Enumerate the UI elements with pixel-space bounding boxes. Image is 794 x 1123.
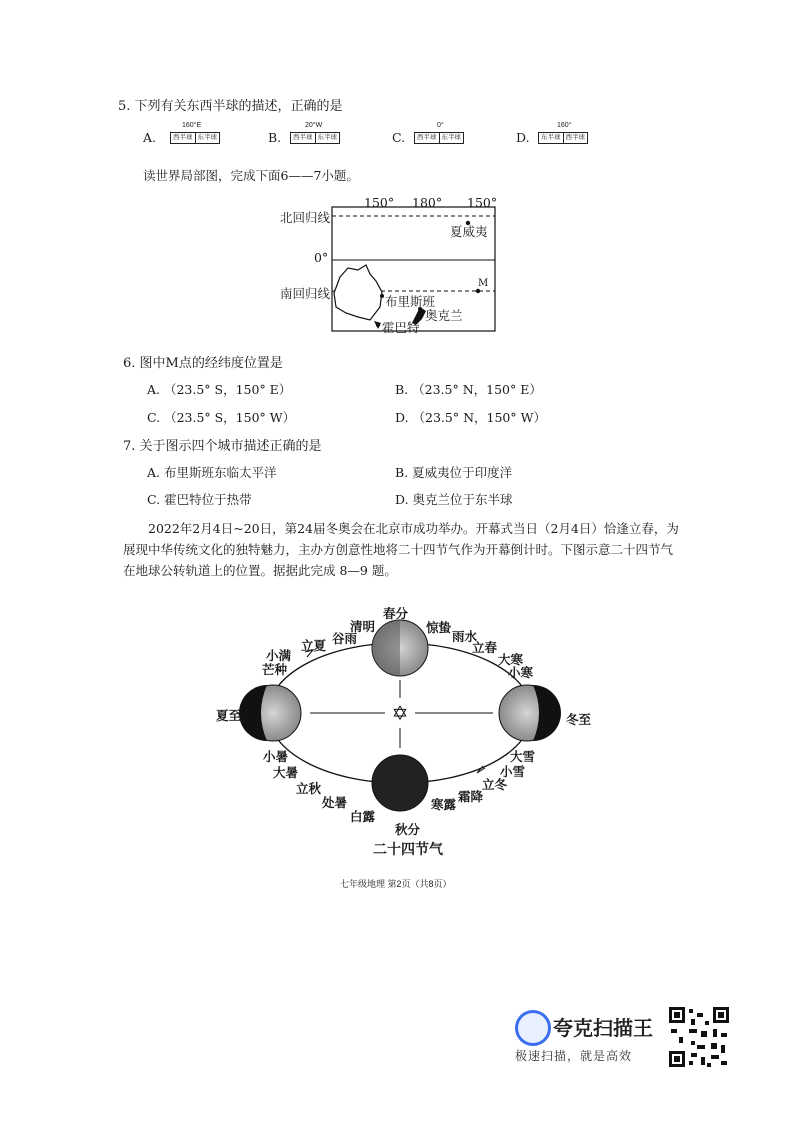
q7-option-c: C. 霍巴特位于热带 <box>147 492 252 507</box>
term-xiaoshu: 小暑 <box>263 749 289 764</box>
term-jingzhe: 惊蛰 <box>426 620 452 635</box>
brisbane-point <box>380 294 384 298</box>
option-letter: D. <box>516 130 530 145</box>
hemisphere-box <box>170 132 220 144</box>
option-letter: B. <box>268 130 282 145</box>
city-hawaii: 夏威夷 <box>450 224 488 239</box>
page-footer: 七年级地理 第2页（共8页） <box>340 879 452 889</box>
meridian-label: 160° <box>557 122 572 129</box>
orbit-title: 二十四节气 <box>373 842 443 858</box>
q6-option-d: D. （23.5° N，150° W） <box>395 410 546 425</box>
intro-6-7: 读世界局部图，完成下面6——7小题。 <box>143 168 359 183</box>
term-dashu: 大暑 <box>273 765 299 780</box>
term-dongzhi: 冬至 <box>566 712 592 727</box>
term-bailu: 白露 <box>350 809 376 824</box>
meridian-label: 0° <box>437 122 444 129</box>
term-chushu: 处暑 <box>322 795 348 810</box>
hemisphere-box <box>290 132 340 144</box>
question-6-stem: 6. 图中M点的经纬度位置是 <box>123 356 283 371</box>
option-letter: C. <box>392 130 406 145</box>
hemisphere-box <box>414 132 464 144</box>
term-lichun: 立春 <box>472 640 498 655</box>
map-label-tropic-capricorn: 南回归线 <box>280 286 331 301</box>
globe-autumn-equinox <box>372 755 428 811</box>
term-dahan: 大寒 <box>498 652 524 667</box>
q6-option-b: B. （23.5° N，150° E） <box>395 382 542 397</box>
brand-logo-icon <box>515 1010 551 1046</box>
left-hemisphere: 东半球 <box>541 134 561 141</box>
left-hemisphere: 西半球 <box>293 134 313 141</box>
meridian-label: 20°W <box>305 122 323 129</box>
map-top-label-150e: 150° <box>364 195 395 210</box>
term-liqiu: 立秋 <box>296 781 322 796</box>
city-brisbane: 布里斯班 <box>385 294 436 309</box>
term-daxue: 大雪 <box>510 749 536 764</box>
city-auckland: 奥克兰 <box>425 308 463 323</box>
map-top-label-150w: 150° <box>467 195 498 210</box>
term-hanlu: 寒露 <box>431 797 457 812</box>
m-point <box>476 289 480 293</box>
term-xiaoman: 小满 <box>266 648 292 663</box>
point-m-label: M <box>478 278 489 289</box>
q7-option-b: B. 夏威夷位于印度洋 <box>395 465 513 480</box>
q7-option-a: A. 布里斯班东临太平洋 <box>147 465 277 480</box>
term-xiaohan: 小寒 <box>508 665 534 680</box>
term-lidong: 立冬 <box>482 777 508 792</box>
term-mangzhong: 芒种 <box>262 662 288 677</box>
meridian-label: 160°E <box>182 122 202 129</box>
question-5-stem: 5. 下列有关东西半球的描述，正确的是 <box>118 99 343 114</box>
city-hobart: 霍巴特 <box>382 320 420 335</box>
map-top-label-180: 180° <box>412 195 443 210</box>
question-7-stem: 7. 关于图示四个城市描述正确的是 <box>123 439 322 454</box>
option-letter: A. <box>143 130 157 145</box>
australia-outline <box>334 265 382 320</box>
brand-name: 夸克扫描王 <box>553 1018 653 1040</box>
olympics-paragraph: 2022年2月4日~20日，第24届冬奥会在北京市成功举办。开幕式当日（2月4日）恰逢立春，为展现中华传统文化的独特魅力，主办方创意性地将二十四节气作为开幕倒计时。下图示意二十四节气在地球公转轨道上的位置。据据此完成 8—9 题。 <box>123 521 679 578</box>
qr-code-icon <box>667 1005 731 1069</box>
term-qiufen: 秋分 <box>395 822 421 837</box>
right-hemisphere: 西半球 <box>563 133 588 143</box>
q7-option-d: D. 奥克兰位于东半球 <box>395 492 513 507</box>
term-lixia: 立夏 <box>301 638 327 653</box>
q6-option-c: C. （23.5° S，150° W） <box>147 410 296 425</box>
map-label-tropic-cancer: 北回归线 <box>280 210 331 225</box>
map-label-equator: 0° <box>314 250 329 265</box>
term-shuangjiang: 霜降 <box>458 789 484 804</box>
term-qingming: 清明 <box>350 619 376 634</box>
right-hemisphere: 东半球 <box>315 133 340 143</box>
left-hemisphere: 西半球 <box>173 134 193 141</box>
globe-shadow <box>372 620 400 676</box>
hobart-point <box>376 323 380 327</box>
right-hemisphere: 东半球 <box>439 133 464 143</box>
left-hemisphere: 西半球 <box>417 134 437 141</box>
term-xiaoxue: 小雪 <box>500 764 526 779</box>
term-chunfen: 春分 <box>383 606 409 621</box>
brand-tagline: 极速扫描，就是高效 <box>515 1049 633 1063</box>
sun-icon: ✡ <box>391 701 409 725</box>
right-hemisphere: 东半球 <box>195 133 220 143</box>
hemisphere-box <box>538 132 588 144</box>
term-guyu: 谷雨 <box>332 631 358 646</box>
term-xiazhi: 夏至 <box>216 708 242 723</box>
q6-option-a: A. （23.5° S，150° E） <box>147 382 292 397</box>
term-yushui: 雨水 <box>452 629 478 644</box>
